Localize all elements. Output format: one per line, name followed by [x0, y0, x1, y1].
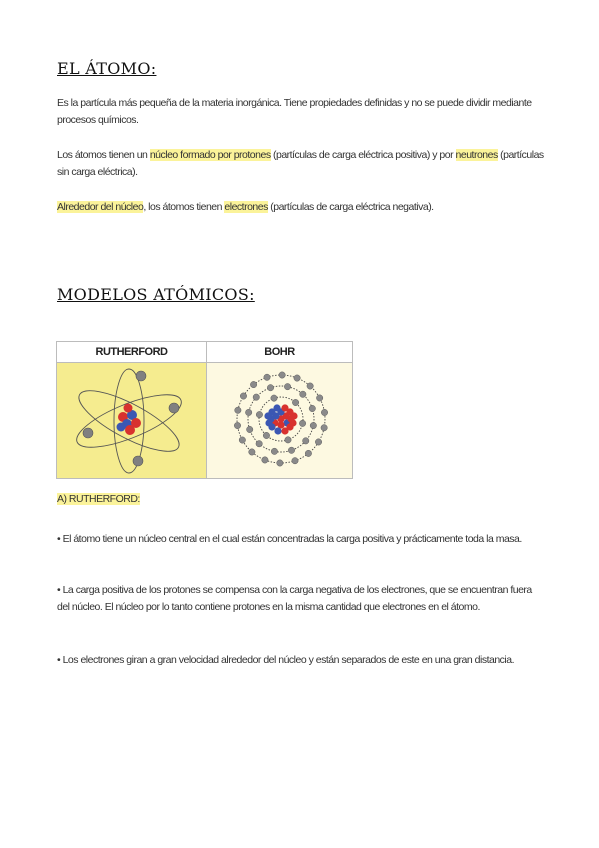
- text-segment: (partículas de carga eléctrica negativa).: [267, 201, 434, 213]
- proton: [289, 419, 296, 426]
- electron: [247, 426, 253, 432]
- electron: [264, 374, 270, 380]
- electron: [315, 439, 321, 445]
- electron: [271, 448, 277, 454]
- electron: [262, 457, 268, 463]
- electron: [240, 393, 246, 399]
- electron: [321, 425, 327, 431]
- section-title-models: MODELOS ATÓMICOS:: [57, 285, 255, 304]
- electron: [310, 422, 316, 428]
- electron: [239, 437, 245, 443]
- text-segment: (partículas sin carga eléctrica).: [57, 149, 544, 178]
- paragraph-nucleus: [57, 147, 547, 181]
- electron: [305, 450, 311, 456]
- electron: [249, 449, 255, 455]
- subtitle-rutherford-wrap: [57, 491, 140, 508]
- page-title: EL ÁTOMO:: [57, 59, 157, 78]
- rutherford-atom-illustration: [57, 363, 206, 478]
- bohr-cell: [207, 363, 352, 478]
- electron: [292, 458, 298, 464]
- table-header-bohr: BOHR: [207, 342, 352, 363]
- electron: [234, 422, 240, 428]
- electron: [263, 432, 269, 438]
- electron: [253, 394, 259, 400]
- electron: [307, 383, 313, 389]
- electron: [250, 381, 256, 387]
- electron: [235, 407, 241, 413]
- electron: [299, 420, 305, 426]
- electron: [83, 428, 93, 438]
- proton: [281, 427, 288, 434]
- nucleus: [117, 404, 142, 436]
- subtitle-rutherford: A) RUTHERFORD:: [57, 493, 140, 505]
- bullet-item: • Los electrones giran a gran velocidad alrededor del núcleo y están separados de este en una gran distancia.: [57, 654, 515, 666]
- electron: [285, 437, 291, 443]
- nucleus: [264, 404, 297, 434]
- paragraph-definition: Es la partícula más pequeña de la materia inorgánica. Tiene propiedades definidas y no se puede dividir mediante procesos químicos.: [57, 97, 532, 126]
- electron: [316, 395, 322, 401]
- electron: [256, 441, 262, 447]
- electron: [267, 385, 273, 391]
- electron: [292, 399, 298, 405]
- paragraph-electrons: [57, 199, 547, 216]
- electron: [294, 375, 300, 381]
- text-segment: (partículas de carga eléctrica positiva) y por: [270, 149, 456, 161]
- electron: [133, 456, 143, 466]
- table-header-rutherford: RUTHERFORD: [57, 342, 206, 363]
- electron: [300, 391, 306, 397]
- neutron: [264, 412, 271, 419]
- rutherford-cell: [57, 363, 206, 478]
- neutron: [265, 419, 272, 426]
- electron: [288, 447, 294, 453]
- highlight-around-nucleus: Alrededor del núcleo: [57, 201, 144, 213]
- neutron: [274, 427, 281, 434]
- electron: [271, 395, 277, 401]
- electron: [136, 371, 146, 381]
- electron: [279, 372, 285, 378]
- electron: [169, 403, 179, 413]
- text-segment: , los átomos tienen: [143, 201, 225, 213]
- bullet-item: • La carga positiva de los protones se compensa con la carga negativa de los electrones, que se encuentran fuera del núcleo. El núcleo por lo tanto contiene protones en la misma cantidad que electrones en el átomo.: [57, 584, 532, 613]
- electron: [303, 438, 309, 444]
- electron: [309, 405, 315, 411]
- text-segment: Los átomos tienen un: [57, 149, 150, 161]
- atomic-models-table: [56, 341, 353, 479]
- electron: [321, 409, 327, 415]
- highlight-electrons: electrones: [224, 201, 268, 213]
- electron: [284, 383, 290, 389]
- electron: [277, 460, 283, 466]
- electron: [256, 411, 262, 417]
- proton: [290, 412, 297, 419]
- highlight-neutrons: neutrones: [455, 149, 498, 161]
- electron: [245, 409, 251, 415]
- highlight-nucleus: núcleo formado por protones: [149, 149, 271, 161]
- bullet-item: • El átomo tiene un núcleo central en el cual están concentradas la carga positiva y prácticamente toda la masa.: [57, 533, 522, 545]
- bohr-atom-illustration: [207, 363, 352, 478]
